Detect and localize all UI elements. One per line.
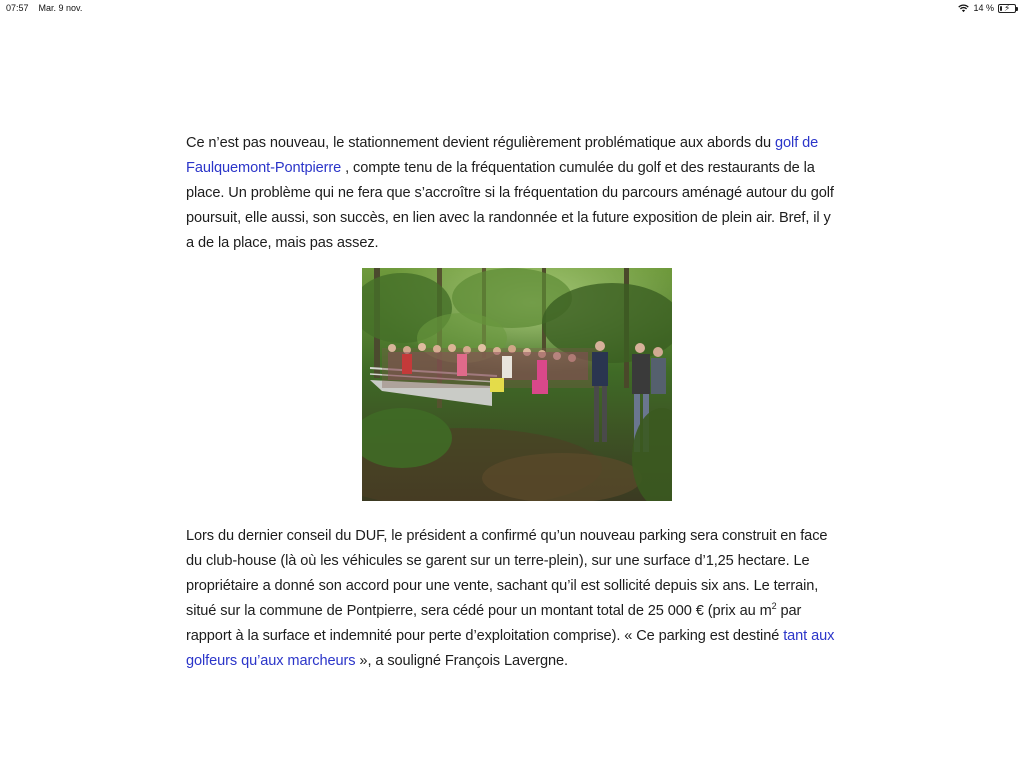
- wifi-icon: [958, 4, 969, 13]
- status-left: [6, 3, 82, 13]
- superscript-2: 2: [771, 601, 777, 612]
- status-time: 07:57: [6, 3, 29, 13]
- p2-text-before: Lors du dernier conseil du DUF, le président a confirmé qu’un nouveau parking sera construit en face du club-house (là où les véhicules se garent sur un terre-plein), sur une surface d’1,25 hectare. Le propriétaire a donné son accord pour une vente, sachant qu’il est sollicité depuis six ans. Le terrain, situé sur la commune de Pontpierre, sera cédé pour un montant total de 25 000 € (prix au m: [186, 528, 828, 619]
- golf-link[interactable]: golf de Faulquemont-Pontpierre: [186, 135, 819, 176]
- article-body: [186, 131, 836, 674]
- golfers-walkers-link[interactable]: tant aux golfeurs qu’aux marcheurs: [186, 628, 835, 669]
- status-bar: [0, 0, 1024, 16]
- battery-fill: [1000, 6, 1002, 11]
- p2-text-after: », a souligné François Lavergne.: [355, 653, 568, 669]
- battery-percent: 14 %: [973, 3, 994, 13]
- article-photo: [362, 268, 672, 501]
- article-paragraph-1: [186, 131, 836, 256]
- charging-bolt-icon: ⚡︎: [1004, 2, 1011, 13]
- status-date: Mar. 9 nov.: [38, 3, 83, 13]
- p2-text-middle: par rapport à la surface et indemnité pour perte d’exploitation comprise). « Ce parking est destiné: [186, 603, 802, 644]
- p1-text-after: , compte tenu de la fréquentation cumulée du golf et des restaurants de la place. Un problème qui ne fera que s’accroître si la fréquentation du parcours aménagé autour du golf poursuit, elle aussi, son succès, en lien avec la randonnée et la future exposition de plein air. Bref, il y a de la place, mais pas assez.: [186, 160, 834, 251]
- status-right: [958, 3, 1016, 13]
- article-paragraph-2: [186, 524, 836, 674]
- p1-text-before: Ce n’est pas nouveau, le stationnement devient régulièrement problématique aux abords du: [186, 135, 776, 151]
- battery-charging-icon: [998, 4, 1016, 13]
